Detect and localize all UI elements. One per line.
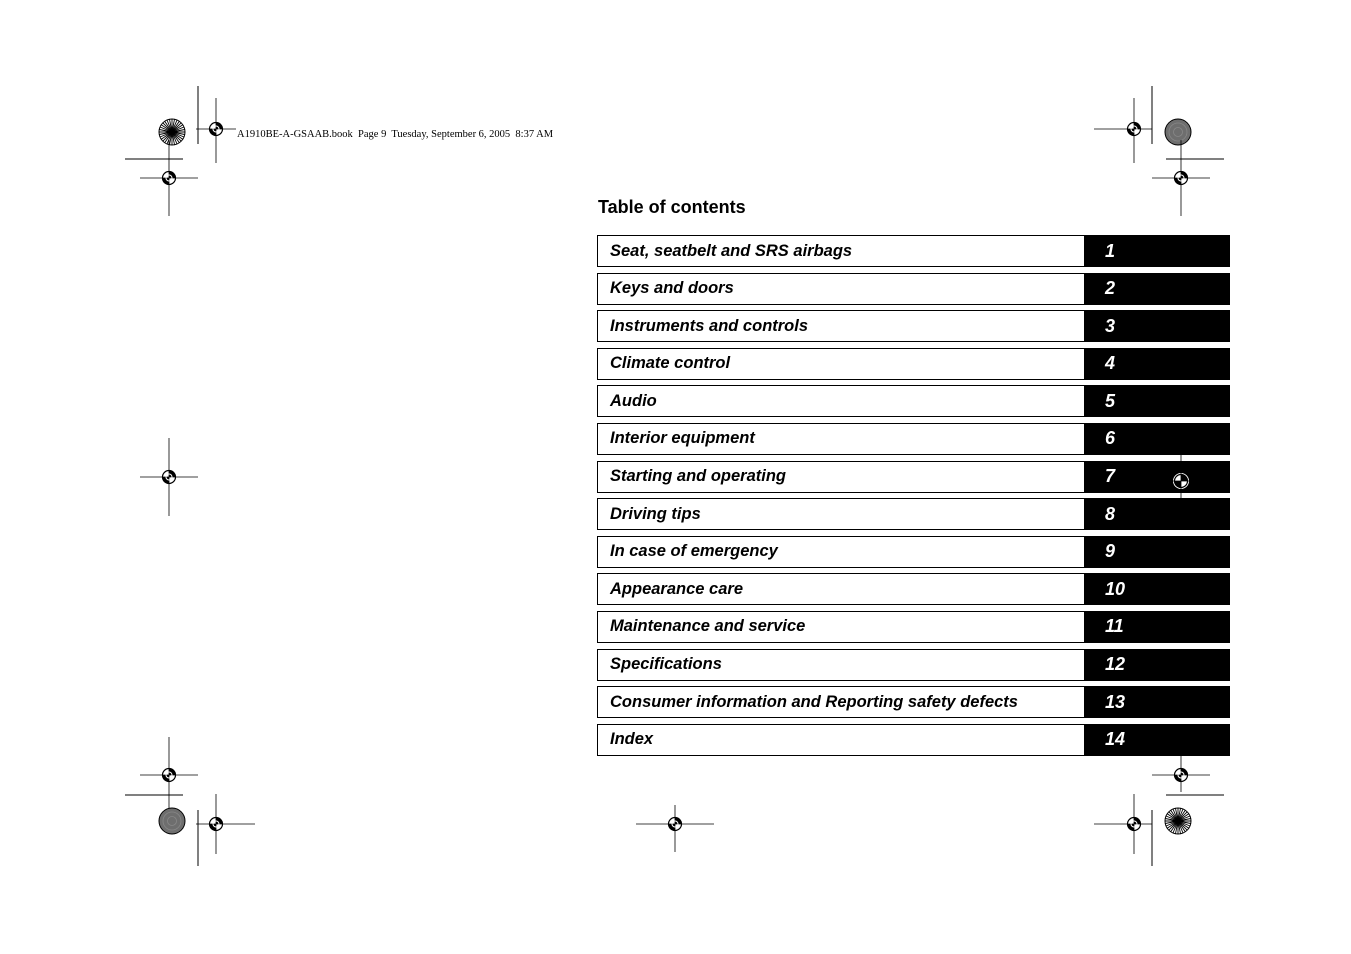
chapter-number-tab: 10 [1084, 573, 1230, 605]
toc-entry-climate-control[interactable] [597, 348, 1230, 380]
registration-target-icon [163, 769, 176, 782]
toc-entry-starting-operating[interactable] [597, 461, 1230, 493]
registration-target-icon [1175, 172, 1188, 185]
toc-entry-index[interactable] [597, 724, 1230, 756]
toc-entry-label: Instruments and controls [597, 310, 1084, 342]
registration-target-icon [1128, 123, 1141, 136]
print-slug-line: A1910BE-A-GSAAB.book Page 9 Tuesday, September 6, 2005 8:37 AM [237, 129, 554, 140]
toc-entry-label: Index [597, 724, 1084, 756]
toc-entry-label: Driving tips [597, 498, 1084, 530]
registration-target-icon [1128, 818, 1141, 831]
toc-entry-instruments-controls[interactable] [597, 310, 1230, 342]
toc-entry-label: Interior equipment [597, 423, 1084, 455]
chapter-number-tab: 5 [1084, 385, 1230, 417]
toc-entry-interior-equipment[interactable] [597, 423, 1230, 455]
toc-entry-emergency[interactable] [597, 536, 1230, 568]
toc-entry-specifications[interactable] [597, 649, 1230, 681]
registration-target-icon [210, 818, 223, 831]
chapter-number-tab: 7 [1084, 461, 1230, 493]
table-of-contents [597, 235, 1230, 761]
registration-target-icon [1170, 470, 1192, 492]
gray-target-icon [159, 808, 185, 834]
registration-target-icon [210, 123, 223, 136]
registration-target-icon [163, 172, 176, 185]
chapter-number-tab: 8 [1084, 498, 1230, 530]
toc-entry-label: Starting and operating [597, 461, 1084, 493]
chapter-number-tab: 6 [1084, 423, 1230, 455]
chapter-number-tab: 11 [1084, 611, 1230, 643]
toc-entry-label: Consumer information and Reporting safety defects [597, 686, 1084, 718]
toc-entry-label: Maintenance and service [597, 611, 1084, 643]
toc-entry-driving-tips[interactable] [597, 498, 1230, 530]
toc-entry-label: Appearance care [597, 573, 1084, 605]
starburst-target-icon [1165, 808, 1191, 834]
chapter-number-tab: 1 [1084, 235, 1230, 267]
toc-entry-label: Seat, seatbelt and SRS airbags [597, 235, 1084, 267]
chapter-number-tab: 12 [1084, 649, 1230, 681]
chapter-number-tab: 9 [1084, 536, 1230, 568]
registration-target-icon [1175, 769, 1188, 782]
page-title: Table of contents [598, 197, 746, 217]
toc-entry-label: Climate control [597, 348, 1084, 380]
gray-target-icon [1165, 119, 1191, 145]
toc-entry-seat-seatbelt-airbags[interactable] [597, 235, 1230, 267]
chapter-number-tab: 14 [1084, 724, 1230, 756]
chapter-number-tab: 2 [1084, 273, 1230, 305]
registration-target-icon [163, 471, 176, 484]
toc-entry-appearance-care[interactable] [597, 573, 1230, 605]
toc-entry-label: Audio [597, 385, 1084, 417]
chapter-number-tab: 4 [1084, 348, 1230, 380]
registration-target-icon [669, 818, 682, 831]
toc-entry-label: Specifications [597, 649, 1084, 681]
toc-entry-maintenance-service[interactable] [597, 611, 1230, 643]
toc-entry-label: Keys and doors [597, 273, 1084, 305]
toc-entry-consumer-information[interactable] [597, 686, 1230, 718]
toc-entry-keys-doors[interactable] [597, 273, 1230, 305]
chapter-number-tab: 3 [1084, 310, 1230, 342]
toc-entry-audio[interactable] [597, 385, 1230, 417]
starburst-target-icon [159, 119, 185, 145]
toc-entry-label: In case of emergency [597, 536, 1084, 568]
chapter-number-tab: 13 [1084, 686, 1230, 718]
